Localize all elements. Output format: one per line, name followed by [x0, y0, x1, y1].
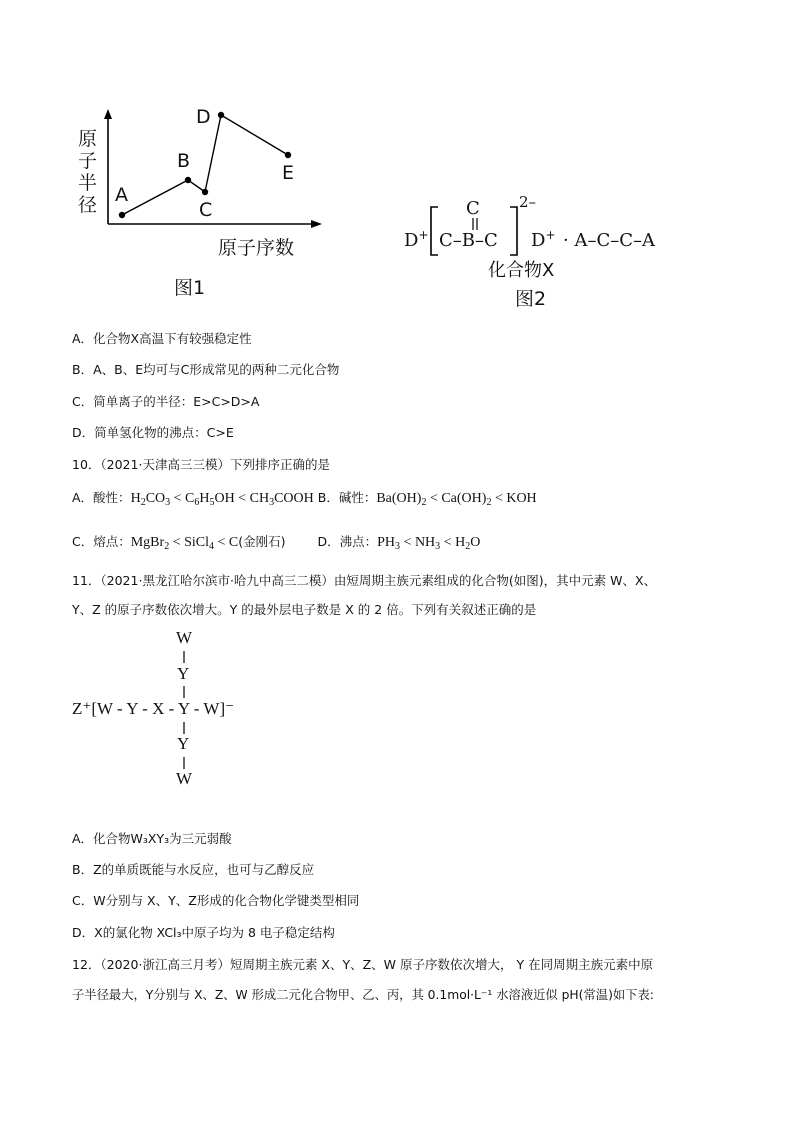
label-a: A: [115, 184, 128, 206]
y-label-char: 子: [78, 150, 98, 172]
q10-c-tail: (金刚石): [238, 534, 286, 549]
figure-2-caption: 图2: [515, 288, 547, 310]
struct-bond-bottom-1: [181, 721, 187, 735]
point-b: [185, 177, 191, 183]
q10-a-label: A．酸性：: [72, 490, 131, 505]
struct-main-line: Z⁺[W - Y - X - Y - W]⁻: [72, 699, 235, 718]
point-e: [285, 152, 291, 158]
label-d: D: [196, 106, 211, 128]
d-to-e-line: [221, 115, 288, 155]
q9-option-d: D．简单氢化物的沸点：C>E: [72, 425, 234, 440]
x-axis-label: 原子序数: [218, 237, 295, 259]
q10-stem: 10．（2021·天津高三三模）下列排序正确的是: [72, 457, 330, 472]
q10-b-label: B．碱性：: [317, 490, 377, 505]
q11-option-b: B．Z的单质既能与水反应，也可与乙醇反应: [72, 862, 315, 877]
q10-b-formula: $Ba(OH)_2 < Ca(OH)_2$ < KOH: [376, 491, 537, 508]
bracket-body: C–B–C: [439, 230, 498, 251]
label-c: C: [199, 199, 213, 221]
x-axis-arrow: [311, 220, 322, 228]
d-right-symbol: D: [531, 230, 546, 251]
right-bracket: [508, 205, 520, 257]
d-right: [531, 228, 556, 251]
q11-option-c: C．W分别与 X、Y、Z形成的化合物化学键类型相同: [72, 893, 360, 908]
q10-a-formula: $H_2CO_3 < C_6H_5OH$ < $CH_3COOH$: [130, 491, 314, 508]
q11-stem-line-2: Y、Z 的原子序数依次增大。Y 的最外层电子数是 X 的 2 倍。下列有关叙述正确的是: [72, 602, 537, 617]
struct-bond-bottom-2: [181, 756, 187, 770]
d-left: [404, 228, 429, 251]
q10-d-formula: $PH_3 < NH_3 < H_2O$: [377, 535, 481, 552]
q10-option-ab: [72, 489, 537, 512]
label-b: B: [177, 150, 191, 172]
y-label-char: 半: [78, 172, 98, 194]
d-right-charge: +: [545, 228, 556, 242]
point-d: [218, 112, 224, 118]
y-label-char: 径: [78, 194, 98, 216]
q11-option-a: A．化合物W₃XY₃为三元弱酸: [72, 831, 232, 846]
struct-bond-top-2: [181, 685, 187, 699]
figure-1-graph: [100, 108, 330, 228]
q10-c-formula: MgBr$_2$ < SiCl$_4$ < C: [130, 535, 239, 552]
q9-option-b: B．A、B、E均可与C形成常见的两种二元化合物: [72, 362, 340, 377]
double-bond: [470, 217, 480, 231]
struct-top-y: Y: [177, 664, 190, 683]
struct-top-w: W: [176, 628, 193, 647]
y-label-char: 原: [78, 128, 98, 150]
d-left-symbol: D: [404, 230, 419, 251]
q12-stem-line-1: 12．（2020·浙江高三月考）短周期主族元素 X、Y、Z、W 原子序数依次增大， Y 在同周期主族元素中原: [72, 957, 654, 972]
q10-d-label: D．沸点：: [317, 534, 378, 549]
struct-bottom-w: W: [176, 769, 193, 788]
acca-chain: · A–C–C–A: [563, 230, 655, 251]
q10-c-label: C．熔点：: [72, 534, 131, 549]
q11-stem-line-1: 11．（2021·黑龙江哈尔滨市·哈九中高三二模）由短周期主族元素组成的化合物(如图)，其中元素 W、X、: [72, 573, 657, 588]
q12-stem-line-2: 子半径最大，Y分别与 X、Z、W 形成二元化合物甲、乙、丙，其 0.1mol·L⁻¹ 水溶液近似 pH(常温)如下表:: [72, 988, 654, 1002]
d-left-charge: +: [418, 228, 429, 242]
struct-bond-top-1: [181, 650, 187, 664]
struct-bottom-y: Y: [177, 734, 190, 753]
label-e: E: [282, 162, 295, 184]
anion-charge: 2–: [519, 193, 537, 211]
q11-option-d: D．X的氯化物 XCl₃中原子均为 8 电子稳定结构: [72, 925, 335, 940]
y-axis-arrow: [104, 109, 112, 119]
top-c: C: [466, 198, 480, 219]
y-axis-label: [78, 128, 100, 216]
compound-x-label: 化合物X: [488, 260, 555, 281]
point-a: [119, 212, 125, 218]
q10-option-cd: [72, 533, 480, 556]
point-c: [202, 189, 208, 195]
q9-option-c: C．简单离子的半径：E>C>D>A: [72, 394, 260, 409]
q9-option-a: A．化合物X高温下有较强稳定性: [72, 331, 252, 346]
figure-1-caption: 图1: [174, 277, 206, 299]
